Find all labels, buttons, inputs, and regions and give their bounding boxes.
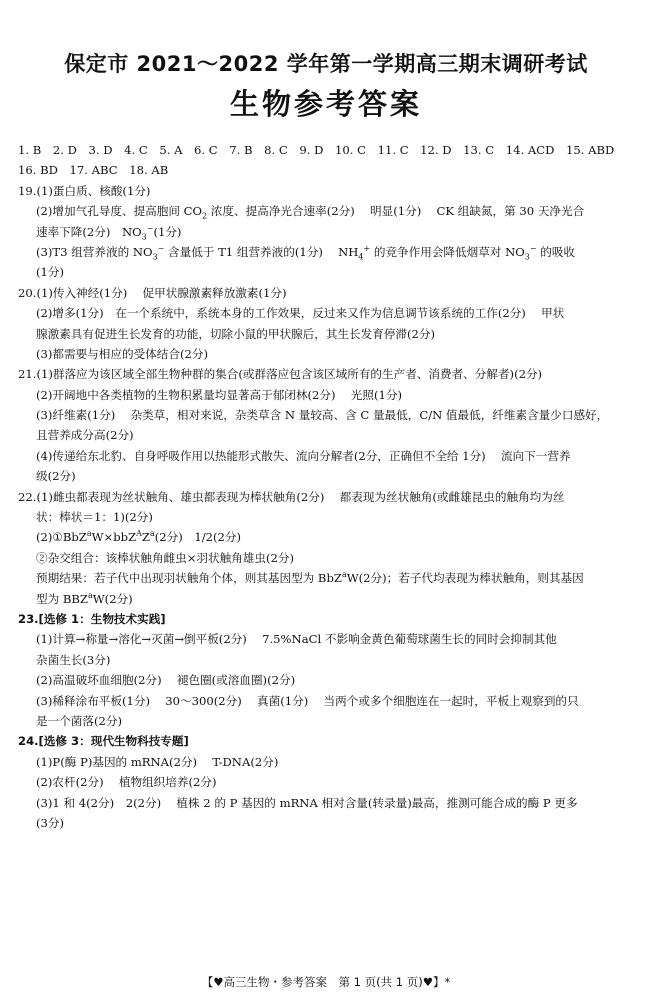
q19-line-4: (3)T3 组营养液的 $NO_3^-$ 含量低于 T1 组营养液的(1分) $NH_4^+$ 的竞争作用会降低烟草对 $NO_3^-$ 的吸收	[36, 244, 576, 262]
q20-line-2: (2)增多(1分) 在一个系统中，系统本身的工作效果，反过来又作为信息调节该系统的工作(2分) 甲状	[36, 306, 565, 321]
q22-line-6: 型为 BBZ$^a$W(2分)	[36, 590, 133, 606]
q20-line-4: (3)都需要与相应的受体结合(2分)	[36, 346, 208, 361]
q23-line-5: 是一个菌落(2分)	[36, 713, 122, 728]
footer-bracket-left: 【	[201, 975, 214, 989]
q21-line-5: (4)传递给东北豹、自身呼吸作用以热能形式散失、流向分解者(2分，正确但不全给 1分) 流向下一营养	[36, 448, 571, 463]
footer-bracket-right: 】	[433, 975, 445, 989]
q23-line-2: 杂菌生长(3分)	[36, 652, 111, 667]
q24-line-2: (2)农杆(2分) 植物组织培养(2分)	[36, 775, 217, 790]
q21-line-3: (3)纤维素(1分) 杂类草，相对来说，杂类草含 N 量较高、含 C 量最低，C/N 值最低，纤维素含量少口感好，	[36, 408, 609, 423]
exam-title: 保定市 2021～2022 学年第一学期高三期末调研考试	[64, 52, 588, 76]
q23-line-3: (2)高温破坏血细胞(2分) 褪色圈(或溶血圈)(2分)	[36, 673, 296, 688]
q23-line-1: (1)计算→称量→溶化→灭菌→倒平板(2分) 7.5%NaCl 不影响金黄色葡萄球菌生长的同时会抑制其他	[36, 632, 557, 647]
q22-line-2: 状：棒状＝1：1)(2分)	[36, 510, 153, 525]
answer-key-title: 生物参考答案	[229, 87, 422, 121]
q21-line-1: 21.(1)群落应为该区域全部生物种群的集合(或群落应包含该区域所有的生产者、消费者、分解者)(2分)	[18, 367, 543, 382]
q24-heading: 24.[选修 3：现代生物科技专题]	[18, 734, 189, 749]
q20-line-1: 20.(1)传入神经(1分) 促甲状腺激素释放激素(1分)	[18, 285, 287, 300]
heart-icon: ♥	[213, 975, 224, 989]
q24-line-4: (3分)	[36, 815, 65, 830]
q23-line-4: (3)稀释涂布平板(1分) 30～300(2分) 真菌(1分) 当两个或多个细胞连在一起时，平板上观察到的只	[36, 693, 579, 708]
q24-line-1: (1)P(酶 P)基因的 mRNA(2分) T-DNA(2分)	[36, 754, 279, 769]
q19-line-3: 速率下降(2分) $NO_3^-(1$分)	[36, 223, 182, 241]
q24-line-3: (3)1 和 4(2分) 2(2分) 植株 2 的 P 基因的 mRNA 相对含量(转录量)最高，推测可能合成的酶 P 更多	[36, 795, 578, 810]
q21-line-2: (2)开阔地中各类植物的生物积累量均显著高于郁闭林(2分) 光照(1分)	[36, 387, 402, 402]
q20-line-3: 腺激素具有促进生长发育的功能，切除小鼠的甲状腺后，其生长发育停滞(2分)	[36, 326, 436, 341]
q21-line-6: 级(2分)	[36, 469, 76, 484]
answer-content	[18, 140, 640, 833]
q22-line-1: 22.(1)雌虫都表现为丝状触角、雄虫都表现为棒状触角(2分) 都表现为丝状触角(或雌雄昆虫的触角均为丝	[18, 489, 565, 504]
mc-answers-line-1: 1. B 2. D 3. D 4. C 5. A 6. C 7. B 8. C 9. D 10. C 11. C 12. D 13. C 14. ACD 15. ABD	[18, 143, 615, 157]
q21-line-4: 且营养成分高(2分)	[36, 428, 134, 443]
q19-line-1: 19.(1)蛋白质、核酸(1分)	[18, 183, 151, 198]
q22-line-4: ②杂交组合：该棒状触角雌虫×羽状触角雄虫(2分)	[36, 550, 295, 565]
footer-text: 高三生物・参考答案 第 1 页(共 1 页)	[223, 975, 423, 989]
q22-line-3: $(2)①BbZ^aW\times bbZ^AZ^a(2$分) 1/2(2分)	[36, 529, 242, 545]
q19-line-2: (2)增加气孔导度、提高胞间 $CO_2$ 浓度、提高净光合速率(2分) 明显(1分) CK 组缺氮，第 30 天净光合	[36, 204, 585, 221]
q22-line-5: 预期结果：若子代中出现羽状触角个体，则其基因型为 BbZ$^a$W(2分)；若子代均表现为棒状触角，则其基因	[36, 570, 584, 586]
q19-line-5: (1分)	[36, 265, 65, 280]
page-footer	[0, 974, 652, 990]
heart-icon: ♥	[422, 975, 434, 989]
q23-heading: 23.[选修 1：生物技术实践]	[18, 611, 166, 626]
mc-answers-line-2: 16. BD 17. ABC 18. AB	[18, 163, 169, 178]
footer-mark: *	[444, 975, 451, 989]
